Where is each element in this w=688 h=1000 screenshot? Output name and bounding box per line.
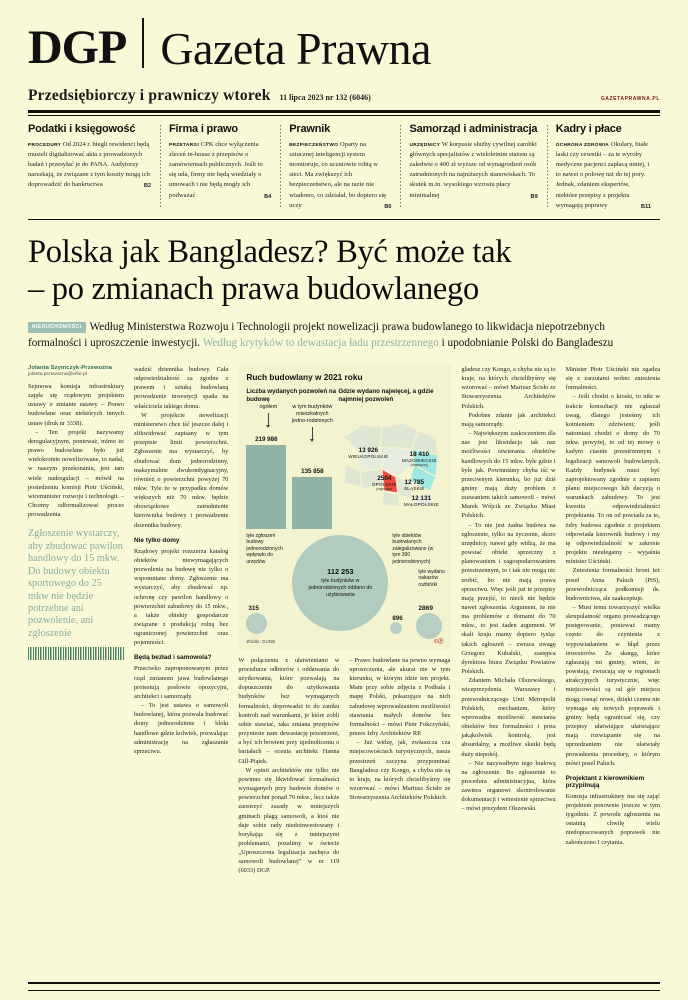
map-value: 18 410 — [409, 450, 430, 458]
map-value: 13 926 — [358, 446, 379, 454]
map-label-wielkopolskie — [344, 447, 392, 459]
column-2-text — [134, 365, 228, 530]
paragraph: W projekcie nowelizacji ministerstwo chce iść jeszcze dalej i zlikwidować zapisany w tym przepisie limit powierzchni. Zgłoszenie ma wystarczyć, by zbudować dom jednorodzinny, maksymalnie dwukondygnacyjny, również o powierzchni powyżej 70 mkw. Tyle że w przypadku domów większych niż 70 mkw. będzie obowiązkowe zatrudnienie kierownika budowy i prowadzenie dziennika budowy. — [134, 411, 229, 529]
column-2 — [134, 365, 228, 876]
paragraph: – Ten projekt nazywamy deregulacyjnym, ponieważ, mimo że prawo budowlane było już wielokrotnie nowelizowane, to nadal, w naszym przekonaniu, jest tam wiele nadregulacji – mówił na posiedzeniu komisji Piotr Uściński, wiceminister rozwoju i technologii. – Chcemy odformalizować proces prowadzenia — [28, 428, 124, 519]
map-value: 12 785 — [404, 478, 425, 486]
teaser-title[interactable]: Prawnik — [289, 122, 331, 135]
teaser-page[interactable]: B11 — [641, 203, 651, 210]
chart-title: Ruch budowlany w 2021 roku — [246, 371, 363, 382]
teaser-text: CPK chce wyłączenia zleceń in-house z przepisów o zamówieniach publicznych. Jeśli to się uda, firmy nie będą wiedziały o umowach i nie będą mogły ich podważać — [169, 140, 263, 199]
teaser-samorzad[interactable] — [400, 123, 546, 212]
map-block — [338, 388, 443, 529]
header-rule-thin — [28, 115, 660, 116]
bubble-0 — [246, 613, 267, 634]
bubble-caption-2: tyle obiektów budowlanych zalegalizowano (w tym 390 jednorodzinnych) — [392, 532, 434, 565]
logo-title[interactable]: Gazeta Prawna — [160, 23, 431, 75]
bubble-caption-3: tyle wydano nakazów rozbiórki — [418, 568, 445, 588]
bubble-caption-0: tyle zgłoszeń budowy jednorodzinnych wpłynęło do urzędów — [246, 532, 283, 565]
article-columns — [28, 365, 660, 876]
bar-label-text: w tym budynków mieszkalnych jedno-rodzinnych — [291, 403, 333, 424]
lead-paragraph — [28, 320, 660, 351]
map-region-note: (najwięcej) — [410, 462, 429, 467]
arrow-down-icon — [268, 413, 269, 425]
column-2-text-c — [134, 664, 228, 756]
paragraph: gladesz czy Kongo, a chyba nie są to kraje, na których chcielibyśmy się wzorować – mówi Mariusz Ścisło ze Stowarzyszenia Architektów Polskich. — [461, 365, 556, 410]
teaser-text: Okulary, białe laski czy cewniki – za te wyroby medyczne pacjenci zapłacą mniej, i to nawet o połowę niż do tej pory. Jednak, zdaniem ekspertów, niektóre przepisy z projektu wymagają poprawy — [555, 140, 650, 209]
map-region-note: (najmniej) — [376, 486, 393, 491]
column-4-text — [461, 365, 555, 814]
website-url[interactable]: GAZETAPRAWNA.PL — [600, 96, 660, 102]
teaser-body — [409, 140, 537, 201]
bar-chart-block — [246, 388, 336, 529]
issue-info: 11 lipca 2023 nr 132 (6046) — [279, 93, 371, 102]
bar-label-text: ogółem — [259, 403, 278, 410]
masthead — [28, 0, 660, 75]
paragraph: W opinii architektów nie tylko nie powinno się likwidować formalności wymaganych przy budowie domów o powierzchni ponad 70 mkw., lecz także zaostrzyć zasady w mniejszych gminach plagą samowoli, a ktoś nie daje sobie rady niedoinwestowany i borykając się z mniejszymi problemami, pozalimy w świecie „Uproszczona legalizacja zachęca do samowoli budowlanej” w nr 119 (6033) DGP. — [238, 766, 340, 875]
header-rule-thick — [28, 110, 660, 113]
bubble-caption-1: tyle budynków w jednorodzinnych oddano do użytkowania — [308, 578, 373, 598]
subheading-nie-tylko-domy: Nie tylko domy — [134, 536, 180, 544]
bar-category-labels — [246, 404, 336, 439]
bar-rect-0 — [246, 445, 286, 529]
paragraph: W połączeniu z ułatwieniami w procedurze odbiorów i oddawania do użytkowania, które pozwalają na dopuszczenie do użytkowania budynków bez wymaganych formalności, doprowadzi to do zaniku kontroli nad warunkami, je które zobli sobie stawiać, taka zmiana przepisów przyniesie nam dewastację przestrzeni, a być ich bowiem przy ujednoliceniu o bariałach – ocenia architekt Hanna Gill-Piątek. — [238, 656, 340, 765]
paragraph: – Jeśli chodzi o kioski, to nikt w trakcie konsultacji nie zgłaszał uwag, dlatego jesteśmy ich kotnieniem zdziwieni; jeśli natomiast chodzi o domy do 70 mkw. powyżej, to od tej mowy o kadym ciasnie przestrzennym i legalizacji samowoli budowlanych. Każdy budynek musi być zaprojektowany zgodnie z zapisem planu miejscowego lub decyzją o warunkach zabudowy. To jest kwestia odpowiedzialności projektanta. To on od powiada za to, żeby budowa zgodnie z projektem odpowiada kierownik budowy i my tę odpowiedzialność w zakresie projektu nieulegamy – wyjaśnia minister Uściński. — [565, 393, 660, 566]
teaser-firma[interactable] — [160, 123, 280, 212]
teaser-page[interactable]: B2 — [143, 183, 152, 190]
teaser-title[interactable]: Podatki i księgowość — [28, 122, 136, 135]
headline-line-2: – po zmianach prawa budowlanego — [28, 270, 479, 307]
bar-value-1: 135 858 — [301, 467, 324, 475]
teaser-title[interactable]: Kadry i płace — [555, 122, 622, 135]
paragraph: – To jest ustawa o samowoli budowlanej, która pozwala budować domy jednorodzinne i bloki handlowe gdzie kolwiek, pozwalając administrację na zgłaszanie sprzeciwu. — [134, 702, 229, 755]
column-5 — [566, 365, 660, 876]
bar-value-0: 219 986 — [255, 435, 278, 443]
teaser-prawnik[interactable] — [280, 123, 400, 212]
strapline-row — [28, 87, 660, 105]
bar-label-1 — [290, 404, 334, 439]
map-label-mazowieckie — [396, 451, 442, 467]
paragraph: Rządowy projekt rozszerza katalog obiektów niewymagających pozwolenia na budowę nie tylko o wspomniane domy. Zgłoszenie ma wystarczyć, aby zbudować np. ochronę czy pawilon handlowy o powierzchni zabudowy do 15 mkw., a także obiekty gospodarcze związane z produkcją rolną bez ograniczonej powierzchni oraz pojemności. — [134, 547, 229, 647]
teaser-page[interactable]: B9 — [530, 193, 538, 200]
map-label-malopolskie — [400, 495, 442, 507]
paragraph: – To nie jest żadna budowa na zgłoszenie, tylko na życzenie, skoro urzędnicy, nawet gdy widzą, że ma powstać obiekt sprzeczny z planowaniem i zagospodarowaniem przestrzennym, to i tak nie mogą nic zrobić, bo nie mają prawa sprzeciwu. Więc jeśli już te przepisy mają przejść, to niech nie będzie nawet zgłoszenia. Argument, że nie ma problemów z domami do 70 mkw., to jest żaden argument. W skali kraju mamy dopiero tysiąc takich zgłoszeń – zwraca uwagę Grzegorz Kubalski, zastępca dyrektora biura Związku Powiatów Polskich. — [461, 521, 556, 676]
map-region-name: MAŁOPOLSKIE — [403, 501, 439, 507]
byline-author[interactable]: Jolanta Szymczyk-Przewoźna — [28, 364, 113, 371]
map-region-name: OPOLSKIE — [371, 481, 397, 487]
lead-part-3: i upodobnianie Polski do Bangladeszu — [441, 336, 614, 349]
bubble-chart — [246, 533, 443, 637]
paragraph: – Największym zaskoczeniem dla nas jest likwidacja tak naz możliwości otwierania obiektów handlowych do 15 mkw. byle gdzie i byle jak. Powinniśmy chyba iść w przeciwnym kierunku, bo już dziś gminy mają duży problem z zsuwaniem takich samowoli – mówi Marek Wójcik ze Związku Miast Polskich. — [461, 430, 556, 520]
footer-rule-thin — [28, 990, 660, 991]
map-value: 2504 — [377, 474, 392, 482]
bubble-3 — [416, 613, 442, 639]
column-2-text-b — [134, 547, 228, 648]
paragraph: Podobne zdanie jak architekci mają samorządy. — [461, 411, 556, 428]
paragraph: – Nie nazywałbym tego budową na zgłoszenie. Bo zgłoszenie to procedura administracyjna, która zawiera organowi skontrolowanie dokumentacji i wniesienie sprzeciwu – mówi prezydent Olszewski. — [461, 759, 556, 813]
teaser-body — [289, 140, 391, 212]
category-badge[interactable]: NIERUCHOMOŚCI — [28, 322, 86, 332]
lead-part-2: Według krytyków to dewastacja ładu przestrzennego — [202, 336, 439, 349]
column-5-text-b — [566, 792, 660, 847]
teaser-kicker: PROCEDURY — [28, 142, 62, 148]
teaser-text: Oparty na sztucznej inteligencji system monitoruje, co uczniowie robią w sieci. Ma zwiększyć ich bezpieczeństwo, ale na razie nie wiadomo, co zdziałał, bo dopiero się uczy — [289, 140, 387, 209]
paragraph: Zdaniem Michała Olszewskiego, wiceprezydenta Warszawy i przewodniczącego Unii Metropolii Polskich, mechanizm, który wprowadza możliwość stawiania obiektów bez formalności i poza jakąkolwiek kontrolą, jest absurdalny, a możliwe skutki będą duży niepokój. — [461, 677, 556, 758]
column-3b — [349, 656, 450, 876]
teaser-kicker: PRZETARGI — [169, 142, 200, 148]
bubble-value-2: 896 — [392, 614, 403, 622]
map-region-name: ŚLĄSKIE — [404, 485, 425, 491]
bar-item-0 — [246, 436, 286, 529]
paragraph: Przeciwko zaproponowanym przez rząd zmianom jawa budowlanego protestują posłowie opozycyjni, architekci i samorządy. — [134, 665, 229, 700]
dgp-mark-icon: ©Ⓟ — [433, 638, 444, 645]
chart-top-row — [246, 388, 443, 529]
column-5-text — [566, 365, 660, 768]
column-3 — [238, 365, 451, 876]
teaser-text: W korpusie służby cywilnej zarobki głównych specjalistów z wieloletnim stażem są zaledwie o 400 zł wyższe od wynagrodzeń osób zatrudnionych na najniższych stanowiskach. To skutek m.in. wysokiego wzrostu płacy minimalnej — [409, 140, 537, 199]
paragraph: – Musi temu towarzyszyć wielka skrupulatność organu prowadzącego postępowanie, ponieważ mamy często do czynienia z wypowiadaniem w błąd przez inwestorów. Ze skargą, które zgłaszają mi gminy, wiem, że powstają, zwracają się w regionach atrakcyjnych turystycznie, więc miejscowości są od gór miejsca mogą rosnąć nowe, dzięki czemu nie wymaga się nowych poprawek i gminy będą ograniczać się, czy przepisy ułatwiające ułatwiające mają rozwiązanie się na uprzedzaniem nie ułatwiały prowadzenia procedury, o którym mówi poseł Paluch. — [565, 604, 660, 767]
column-3b-text — [349, 656, 450, 803]
paragraph: Zniesienia formalności broni też poseł Anna Paluch (PiS), przewodnicząca podkomisji ds. budownictwa, ale zaakceptuje. — [565, 567, 660, 602]
map-region-name: MAZOWIECKIE — [401, 457, 437, 463]
teaser-body — [556, 140, 651, 212]
teaser-title[interactable]: Samorząd i administracja — [409, 122, 538, 135]
teaser-title[interactable]: Firma i prawo — [169, 122, 238, 135]
column-4 — [461, 365, 555, 876]
teaser-kicker: BEZPIECZEŃSTWO — [289, 142, 339, 148]
logo-abbreviation[interactable]: DGP — [28, 21, 127, 75]
map-title: Gdzie wydano najwięcej, a gdzie najmniej pozwoleń — [338, 387, 434, 403]
section-teasers — [28, 123, 660, 218]
footer-rule-thick — [28, 982, 660, 984]
bubble-1 — [292, 535, 388, 631]
masthead-divider — [142, 18, 144, 68]
chart-source: Źródło: GUNB — [246, 638, 276, 644]
paragraph: wadzić dziennika budowy. Cała odpowiedzialność za zgodne z prawem i sztuką budowlaną prowadzenie inwestycji spada na właściciela takiego domu. — [134, 365, 229, 410]
bar-label-0 — [246, 404, 290, 439]
bubble-2 — [390, 622, 402, 634]
bar-rect-1 — [292, 477, 332, 529]
teaser-podatki[interactable] — [28, 123, 160, 212]
column-3-lower — [238, 656, 451, 876]
bar-chart-subtitle: Liczba wydanych pozwoleń na budowę — [246, 387, 337, 403]
headline-line-1: Polska jak Bangladesz? Być może tak — [28, 234, 512, 271]
column-1-text — [28, 382, 124, 519]
column-1 — [28, 365, 124, 876]
teaser-bottom-rule — [28, 219, 660, 220]
teaser-body — [169, 140, 271, 201]
strapline: Przedsiębiorczy i prawniczy wtorek — [28, 87, 271, 104]
map-region-name: WIELKOPOLSKIE — [348, 453, 389, 459]
paragraph: Minister Piotr Uściński nie zgadza się z zarzutami wobec zniesienia formalności. — [565, 365, 660, 392]
bubble-value-3: 2869 — [418, 604, 433, 612]
byline-email[interactable]: jolanta.przewozna@infor.pl — [28, 371, 87, 377]
barcode — [28, 647, 124, 660]
pull-quote: Zgłoszenie wystarczy, aby zbudować pawilon handlowy do 15 mkw. Do budowy obiektu sportowego do 25 mkw nie będzie potrzebne ani pozwolenie, ani zgłoszenie — [28, 528, 123, 639]
paragraph: – Już widzę, jak, zwłaszcza cza miejscowościach turystycznych, nasza przestrzeń zaczyna przypominać Bangladesz czy Kongo, a chyba nie są to kraje, na których chcielibyśmy się wzorować – mówi Mariusz Ścisło ze Stowarzyszenia Architektów Polskich. — [349, 739, 451, 802]
infographic-ruch-budowlany — [238, 365, 451, 650]
teaser-kicker: URZĘDNICY — [409, 142, 441, 148]
teaser-kicker: OCHRONA ZDROWIA — [555, 142, 610, 148]
column-3a-text — [238, 656, 339, 876]
poland-map — [338, 407, 443, 519]
arrow-down-icon — [312, 427, 313, 439]
bubble-value-0: 315 — [248, 604, 259, 612]
subheading-projektant: Projektant z kierownikiem przypilnują — [565, 774, 645, 789]
teaser-page[interactable]: B4 — [264, 193, 272, 200]
teaser-kadry[interactable] — [547, 123, 660, 212]
map-label-slaskie — [396, 479, 432, 491]
bubble-value-1: 112 253 — [327, 567, 354, 577]
map-value: 12 131 — [411, 494, 432, 502]
bar-item-1 — [292, 468, 332, 529]
teaser-page[interactable]: B6 — [384, 203, 392, 210]
teaser-text: Od 2024 r. biegli rewidenci będą musieli digitalizować akta z prowadzonych badań i przesyłać je do PANA. Audytorzy narzekają, że związane z tym koszty mogą ich doprowadzić do bankructwa — [28, 140, 150, 189]
teaser-body — [28, 140, 151, 191]
paragraph: Komisja infrastruktury ma się zająć projektem ponownie jeszcze w tym tygodniu. Z powodu zgłoszenia na ostatnią chwilę wielu niedopracowanych poprawek nie zakończono I czytania. — [565, 792, 660, 846]
subheading-bezlad: Będą bezład i samowola? — [134, 654, 212, 662]
paragraph: Sejmowa komisja infrastruktury zajęła się rządowym projektem ustawy o zmianie ustawy – Prawo budowlane oraz niektórych innych ustaw (druk nr 3338). — [28, 382, 124, 427]
paragraph: – Prawo budowlane na pewno wymaga uproszczenia, ale akurat nie w tym kierunku, w którym idzie ten projekt. Mam przy sobie zdjęcia z Podhala i mapę Polski, pokazujące na nich zabudowę wprowadzaniem możliwości stawiania małych domów bez formalności – mówi Piotr Fokczyński, prezes Izby Architektów RP. — [349, 656, 451, 738]
lead-part-1: Według Ministerstwa Rozwoju i Technologii projekt nowelizacji prawa budowlanego to likwidacja niepotrzebnych formalności i uproszczenie inwestycji. — [28, 321, 605, 349]
column-3a — [238, 656, 339, 876]
page-title — [28, 234, 660, 307]
bar-chart — [246, 435, 336, 529]
